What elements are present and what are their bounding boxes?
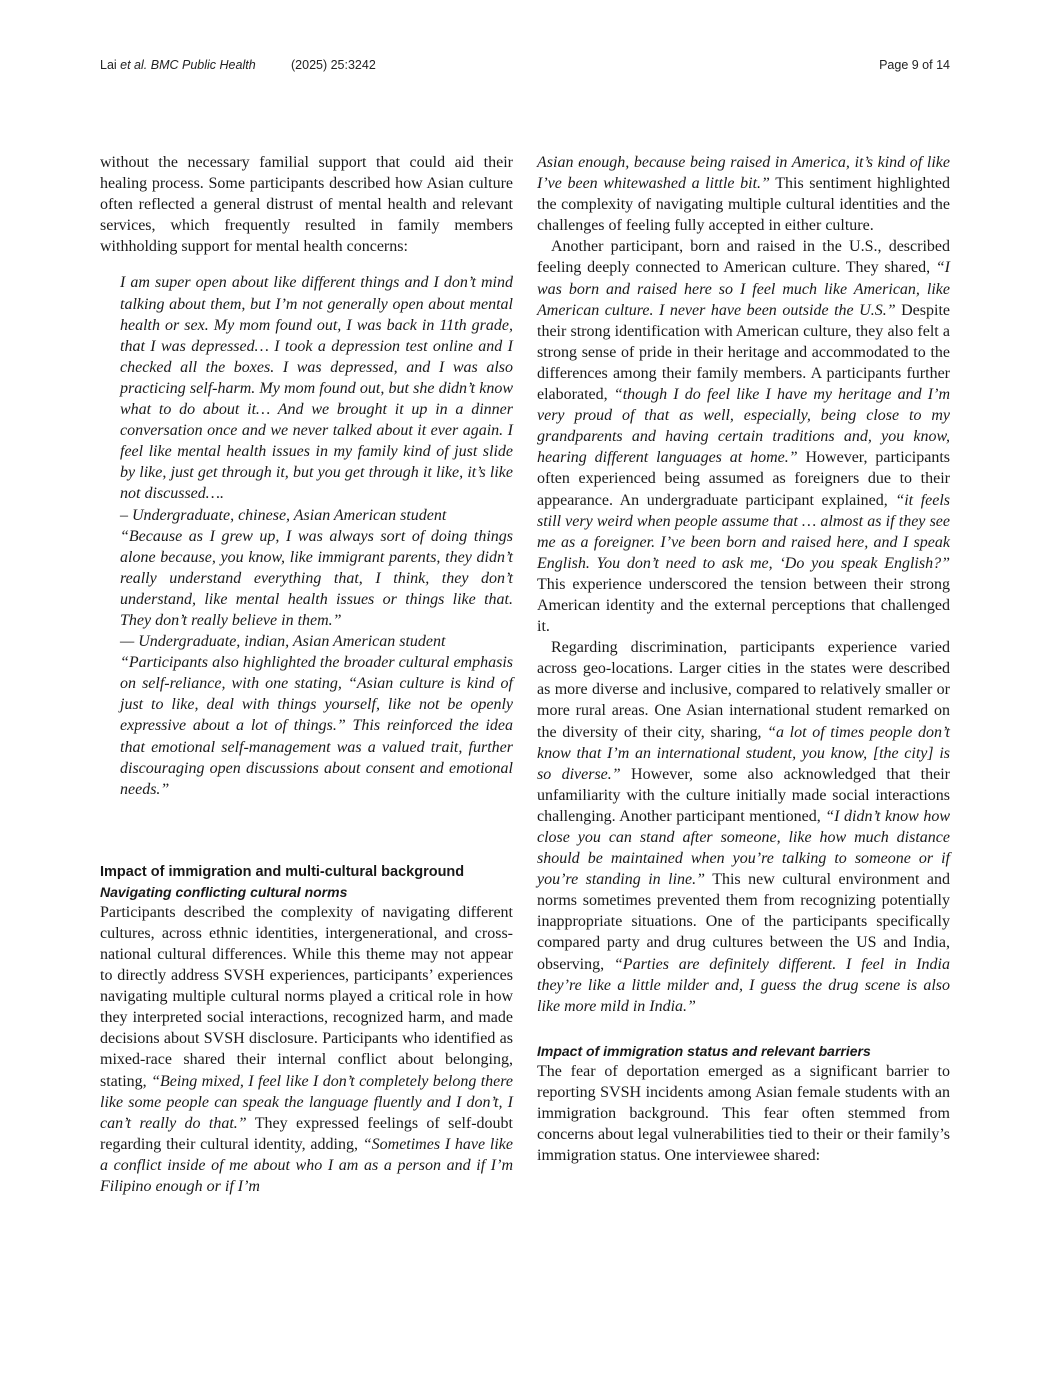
quote-attribution: – Undergraduate, chinese, Asian American student xyxy=(120,506,447,524)
page-number: Page 9 of 14 xyxy=(879,58,950,72)
section-heading: Impact of immigration and multi-cultural background xyxy=(100,863,465,880)
year-volume: (2025) 25:3242 xyxy=(291,58,376,72)
quote-text: “Participants also highlighted the broader cultural emphasis on self-reliance, with one stating, “Asian culture is kind of just to like, deal with things yourself, like not be openly expressive about a lot of things.” This reinforced the idea that emotional self-management was a valued trait, further discouraging open discussions about consent and emotional needs.” xyxy=(120,654,513,798)
body-paragraph: Participants described the complexity of navigating different cultures, across ethnic identities, intergenerational, and cross-national cultural differences. While this theme may not appear to directly address SVSH experiences, participants’ experiences navigating multiple cultural norms played a critical role in how they interpreted social interactions, recognized harm, and made decisions about SVSH disclosure. Participants who identified as mixed-race shared their internal conflict about belonging, stating, “Being mixed, I feel like I don’t completely belong there like some people can speak the language fluently and I don’t, I can’t really do that.” They expressed feelings of self-doubt regarding their cultural identity, adding, “Sometimes I have like a conflict inside of me about who I am as a person and if I’m Filipino enough or if I’m xyxy=(100,903,513,1196)
body-paragraph: The fear of deportation emerged as a significant barrier to reporting SVSH incidents among Asian female students with an immigration background. This fear often stemmed from concerns about legal vulnerabilities tied to their or their family’s immigration status. One interviewee shared: xyxy=(537,1062,950,1165)
quote-attribution: — Undergraduate, indian, Asian American student xyxy=(120,633,446,651)
body-paragraph: without the necessary familial support that could aid their healing process. Some participants described how Asian culture often reflected a general distrust of mental health and relevant services, which frequently resulted in family members withholding support for mental health concerns: xyxy=(100,154,513,256)
body-paragraph: Another participant, born and raised in the U.S., described feeling deeply connected to American culture. They shared, “I was born and raised here so I feel much like American, like American culture. I never have been outside the U.S.” Despite their strong identification with American culture, they also felt a strong sense of pride in their heritage and accommodated to the differences among their family members. A participants further elaborated, “though I do feel like I have my heritage and I’m very proud of that as well, especially, being close to my grandparents and having certain traditions and, you know, hearing different languages at home.” However, participants often experienced being assumed as foreigners due to their appearance. An undergraduate participant explained, “it feels still very weird when people assume that … almost as if they see me as a foreigner. I’ve been born and raised here, and I speak English. You don’t need to ask me, ‘Do you speak English?” This experience underscored the tension between their strong American identity and the external perceptions that challenged it. xyxy=(537,238,951,636)
left-column xyxy=(100,152,513,1197)
journal-citation: Lai et al. BMC Public Health xyxy=(100,58,256,72)
subsection-heading: Navigating conflicting cultural norms xyxy=(100,883,348,900)
body-paragraph: Regarding discrimination, participants experience varied across geo-locations. Larger cities in the states were described as more diverse and inclusive, compared to relatively smaller or more rural areas. One Asian international student remarked on the diversity of their city, sharing, “a lot of times people don’t know that I’m an international student, you know, [the city] is so diverse.” However, some also acknowledged that their unfamiliarity with the culture initially made social interactions challenging. Another participant mentioned, “I didn’t know how close you can stand after someone, like how much distance should be maintained when you’re talking to someone or if you’re standing in line.” This new cultural environment and norms sometimes prevented them from recognizing potentially inappropriate situations. One of the participants specifically compared party and drug cultures between the US and India, observing, “Parties are definitely different. I feel in India they’re like a little milder and, I guess the drug scene is also like more mild in India.” xyxy=(537,639,951,1015)
right-column xyxy=(537,152,950,1166)
quote-text: “Because as I grew up, I was always sort of doing things alone because, you know, like immigrant parents, they didn’t really understand everything that, I think, they don’t understand, like mental health issues or things like that. They don’t really believe in them.” xyxy=(120,527,513,629)
body-paragraph: Asian enough, because being raised in America, it’s kind of like I’ve been whitewashed a little bit.” This sentiment highlighted the complexity of navigating multiple cultural identities and the challenges of feeling fully accepted in either culture. xyxy=(537,154,951,235)
subsection-heading: Impact of immigration status and relevant barriers xyxy=(537,1042,871,1059)
quote-text: I am super open about like different things and I don’t mind talking about them, but I’m not generally open about mental health or sex. My mom found out, I was back in 11th grade, that I was depressed… I took a depression test online and I checked all the boxes. I was depressed, and I was also practicing self-harm. My mom found out, but she didn’t know what to do about it… And we brought it up in a dinner conversation once and we never talked about it ever again. I feel like mental health issues in my family kind of just slide by like, just get through it, but you get through it like, it’s like not discussed…. xyxy=(120,274,513,503)
running-header xyxy=(100,58,950,78)
block-quote xyxy=(120,272,513,799)
